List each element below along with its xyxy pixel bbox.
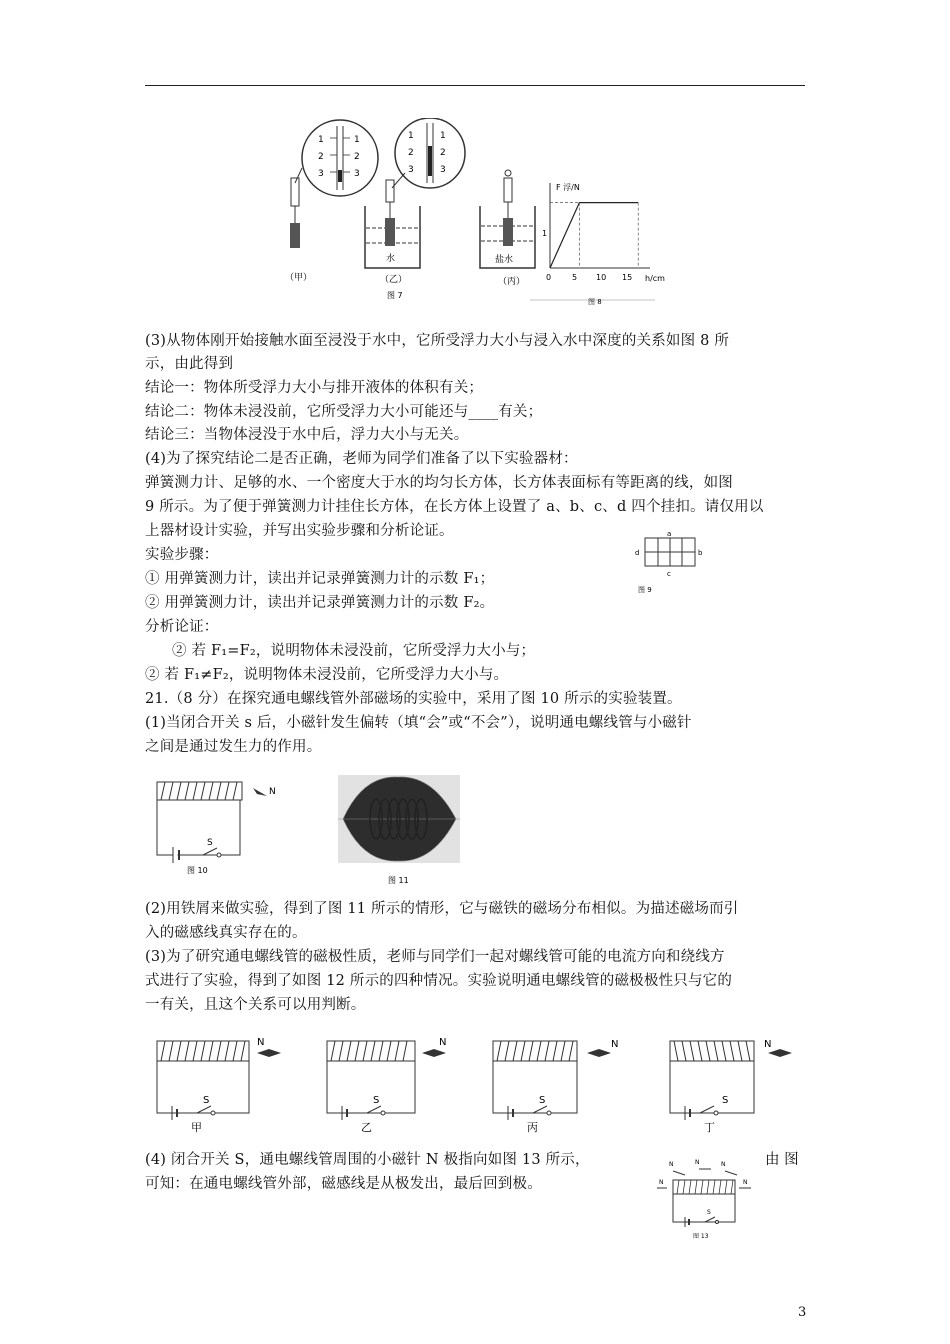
scale-mark-1b: 1 (354, 135, 360, 145)
yi-mark-2: 2 (408, 148, 414, 158)
text-line-4: 结论二：物体未浸没前，它所受浮力大小可能还与____有关； (145, 404, 543, 420)
text-line-8: 9 所示。为了便于弹簧测力计挂住长方体，在长方体上设置了 a、b、c、d 四个挂扣。请仅用以 (145, 499, 764, 515)
text-line-13: 分析论证： (145, 619, 219, 635)
chart-xtick-15: 15 (622, 273, 633, 282)
pole-yi: N (439, 1037, 447, 1048)
hook-a: a (667, 530, 672, 538)
figure-9 (630, 530, 710, 600)
solenoid-yi (327, 1037, 446, 1134)
text-line-20: 入的磁感线真实存在的。 (145, 925, 307, 941)
text-line-24-tail: 由 图 (765, 1152, 799, 1168)
chart-series-line (550, 203, 638, 268)
figure-11 (338, 775, 463, 890)
text-line-19: (2)用铁屑来做实验，得到了图 11 所示的情形，它与磁铁的磁场分布相似。为描述磁场而引 (145, 901, 739, 917)
header-rule (145, 85, 805, 86)
hook-c: c (667, 570, 671, 578)
figure-7-8 (280, 118, 680, 308)
text-line-24: (4) 闭合开关 S，通电螺线管周围的小磁针 N 极指向如图 13 所示， (145, 1152, 590, 1168)
liquid-water: 水 (386, 254, 396, 264)
buoyancy-chart (530, 182, 665, 306)
pole-label: N (269, 787, 276, 797)
text-line-2: 示，由此得到 (145, 356, 234, 372)
yi-mark-1b: 1 (440, 131, 446, 141)
text-line-21: (3)为了研究通电螺线管的磁极性质，老师与同学们一起对螺线管可能的电流方向和绕线方 (145, 949, 725, 965)
text-line-23: 一有关，且这个关系可以用判断。 (145, 997, 366, 1013)
text-line-7: 弹簧测力计、足够的水、一个密度大于水的均匀长方体，长方体表面标有等距离的线，如图 (145, 475, 733, 491)
text-line-1: (3)从物体刚开始接触水面至浸没于水中，它所受浮力大小与浸入水中深度的关系如图 8 所 (145, 333, 730, 349)
text-line-17: (1)当闭合开关 s 后，小磁针发生偏转（填“会”或“不会”），说明通电螺线管与小磁针 (145, 715, 692, 731)
text-line-11: ① 用弹簧测力计，读出并记录弹簧测力计的示数 F₁； (145, 571, 495, 587)
text-line-15: ② 若 F₁≠F₂，说明物体未浸没前，它所受浮力大小与。 (145, 667, 509, 683)
spring-scale-bing (480, 170, 535, 287)
label-jia: （甲） (285, 273, 313, 283)
figure-13 (655, 1158, 755, 1243)
text-line-3: 结论一：物体所受浮力大小与排开液体的体积有关； (145, 380, 484, 396)
fig13-pole-1: N (669, 1161, 674, 1168)
hook-d: d (635, 549, 640, 557)
solenoid-ding (670, 1039, 792, 1134)
fig13-pole-4: N (659, 1179, 664, 1186)
chart-ytick-1: 1 (542, 229, 548, 238)
chart-xtick-10: 10 (596, 273, 607, 282)
text-line-22: 式进行了实验，得到了如图 12 所示的四种情况。实验说明通电螺线管的磁极极性只与它的 (145, 973, 733, 989)
switch-ding: S (722, 1095, 729, 1106)
switch-bing: S (539, 1095, 546, 1106)
switch-label: S (207, 838, 213, 848)
text-line-9: 上器材设计实验，并写出实验步骤和分析论证。 (145, 523, 454, 539)
label-bing: （丙） (498, 277, 526, 287)
text-line-10: 实验步骤： (145, 547, 219, 563)
hook-b: b (698, 549, 703, 557)
solenoid-jia (157, 1037, 281, 1134)
caption-fig13: 图 13 (693, 1233, 709, 1240)
label-yi-12: 乙 (361, 1121, 372, 1134)
text-line-6: (4)为了探究结论二是否正确，老师为同学们准备了以下实验器材： (145, 451, 578, 467)
pole-jia: N (257, 1037, 265, 1048)
pole-bing: N (611, 1039, 619, 1050)
scale-mark-3b: 3 (354, 169, 360, 179)
text-line-18: 之间是通过发生力的作用。 (145, 739, 322, 755)
text-line-12: ② 用弹簧测力计，读出并记录弹簧测力计的示数 F₂。 (145, 595, 495, 611)
liquid-saltwater: 盐水 (495, 255, 514, 265)
solenoid-bing (493, 1039, 618, 1134)
figure-10 (145, 770, 295, 890)
spring-scale-yi (365, 118, 465, 300)
fig13-pole-5: N (743, 1179, 748, 1186)
text-line-14: ② 若 F₁=F₂，说明物体未浸没前，它所受浮力大小与； (172, 643, 536, 659)
caption-fig11: 图 11 (388, 876, 409, 885)
text-line-16: 21.（8 分）在探究通电螺线管外部磁场的实验中，采用了图 10 所示的实验装置。 (145, 691, 682, 707)
chart-ylabel: F 浮/N (556, 183, 580, 192)
chart-xtick-5: 5 (572, 273, 578, 282)
fig13-pole-2: N (695, 1159, 700, 1166)
label-bing-12: 丙 (527, 1121, 538, 1134)
scale-mark-2b: 2 (354, 152, 360, 162)
label-ding-12: 丁 (704, 1121, 715, 1134)
label-jia-12: 甲 (191, 1121, 202, 1134)
caption-fig9: 图 9 (638, 586, 652, 594)
fig13-pole-3: N (721, 1161, 726, 1168)
label-yi: （乙） (380, 275, 408, 285)
scale-mark-1: 1 (318, 135, 324, 145)
switch-jia: S (203, 1095, 210, 1106)
yi-mark-3: 3 (408, 165, 414, 175)
yi-mark-3b: 3 (440, 165, 446, 175)
spring-scale-jia (285, 120, 378, 283)
yi-mark-1: 1 (408, 131, 414, 141)
text-line-5: 结论三：当物体浸没于水中后，浮力大小与无关。 (145, 427, 469, 443)
switch-yi: S (373, 1095, 380, 1106)
chart-xtick-0: 0 (546, 273, 552, 282)
yi-mark-2b: 2 (440, 148, 446, 158)
caption-fig10: 图 10 (187, 866, 208, 875)
scale-mark-2: 2 (318, 152, 324, 162)
caption-fig7: 图 7 (387, 291, 403, 300)
caption-fig8: 图 8 (588, 298, 602, 306)
pole-ding: N (764, 1039, 772, 1050)
figure-12 (145, 1025, 805, 1140)
text-line-25: 可知：在通电螺线管外部，磁感线是从极发出，最后回到极。 (145, 1176, 542, 1192)
scale-mark-3: 3 (318, 169, 324, 179)
page-number: 3 (798, 1305, 807, 1320)
chart-xlabel: h/cm (645, 274, 665, 283)
fig13-switch: S (707, 1209, 711, 1216)
